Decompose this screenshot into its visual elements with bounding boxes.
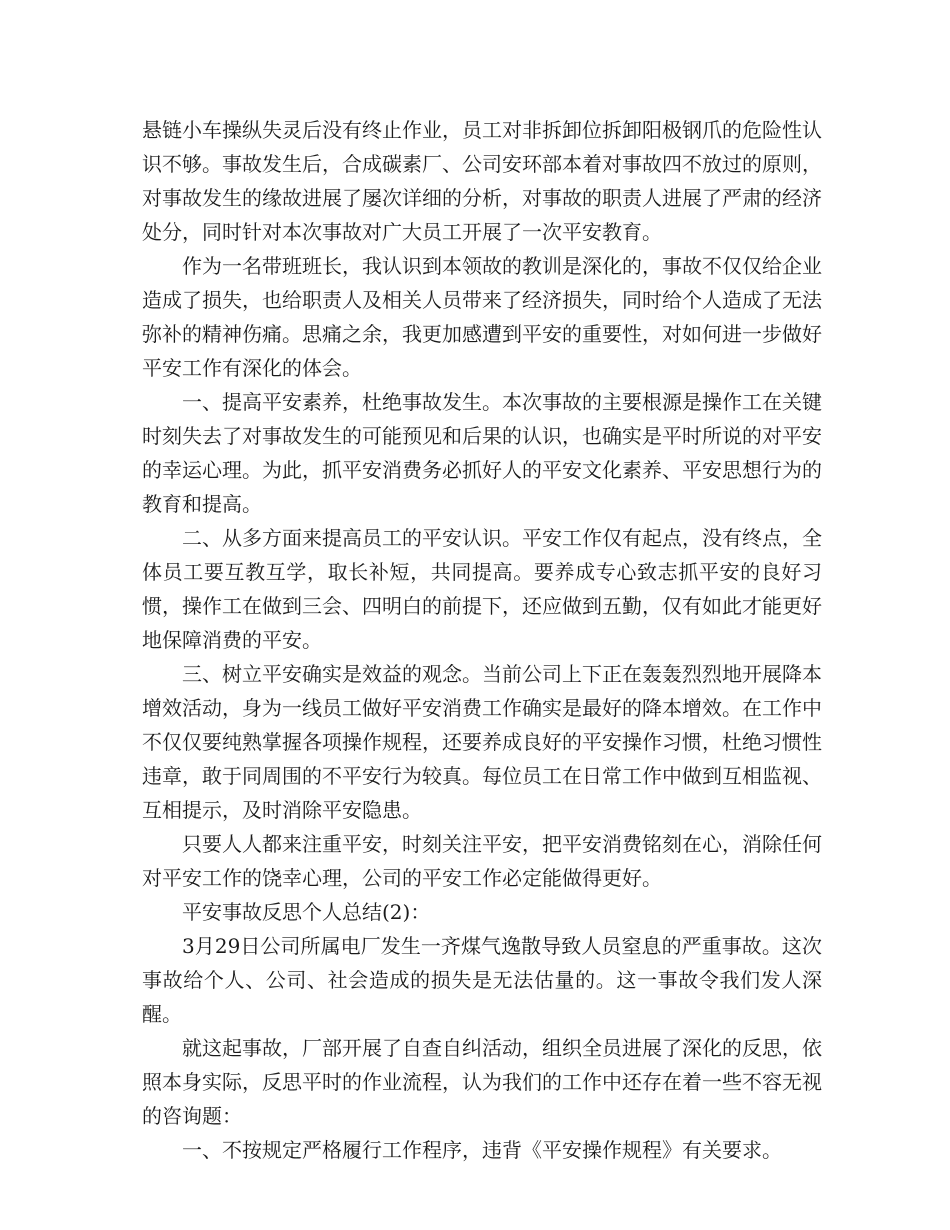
- paragraph-4: 二、从多方面来提高员工的平安认识。平安工作仅有起点，没有终点，全体员工要互教互学，取长补短，共同提高。要养成专心致志抓平安的良好习惯，操作工在做到三会、四明白的前提下，还应做到五勤，仅有如此才能更好地保障消费的平安。: [142, 526, 822, 652]
- paragraph-1: 悬链小车操纵失灵后没有终止作业，员工对非拆卸位拆卸阳极钢爪的危险性认识不够。事故发生后，合成碳素厂、公司安环部本着对事故四不放过的原则，对事故发生的缘故进展了屡次详细的分析，对事故的职责人进展了严肃的经济处分，同时针对本次事故对广大员工开展了一次平安教育。: [142, 118, 822, 244]
- paragraph-8: 就这起事故，厂部开展了自查自纠活动，组织全员进展了深化的反思，依照本身实际，反思平时的作业流程，认为我们的工作中还存在着一些不容无视的咨询题：: [142, 1036, 822, 1128]
- paragraph-9: 一、不按规定严格履行工作程序，违背《平安操作规程》有关要求。: [182, 1138, 782, 1162]
- document-body: [142, 113, 822, 1167]
- paragraph-3: 一、提高平安素养，杜绝事故发生。本次事故的主要根源是操作工在关键时刻失去了对事故发生的可能预见和后果的认识，也确实是平时所说的对平安的幸运心理。为此，抓平安消费务必抓好人的平安文化素养、平安思想行为的教育和提高。: [142, 390, 822, 516]
- paragraph-6: 只要人人都来注重平安，时刻关注平安，把平安消费铭刻在心，消除任何对平安工作的饶幸心理，公司的平安工作必定能做得更好。: [142, 832, 822, 890]
- paragraph-2: 作为一名带班班长，我认识到本领故的教训是深化的，事故不仅仅给企业造成了损失，也给职责人及相关人员带来了经济损失，同时给个人造成了无法弥补的精神伤痛。思痛之余，我更加感遭到平安的重要性，对如何进一步做好平安工作有深化的体会。: [142, 254, 822, 380]
- paragraph-5: 三、树立平安确实是效益的观念。当前公司上下正在轰轰烈烈地开展降本增效活动，身为一线员工做好平安消费工作确实是最好的降本增效。在工作中不仅仅要纯熟掌握各项操作规程，还要养成良好的平安操作习惯，杜绝习惯性违章，敢于同周围的不平安行为较真。每位员工在日常工作中做到互相监视、互相提示，及时消除平安隐患。: [142, 662, 822, 822]
- section-heading: 平安事故反思个人总结(2)：: [182, 900, 431, 924]
- paragraph-7: 3月29日公司所属电厂发生一齐煤气逸散导致人员窒息的严重事故。这次事故给个人、公司、社会造成的损失是无法估量的。这一事故令我们发人深醒。: [142, 934, 822, 1026]
